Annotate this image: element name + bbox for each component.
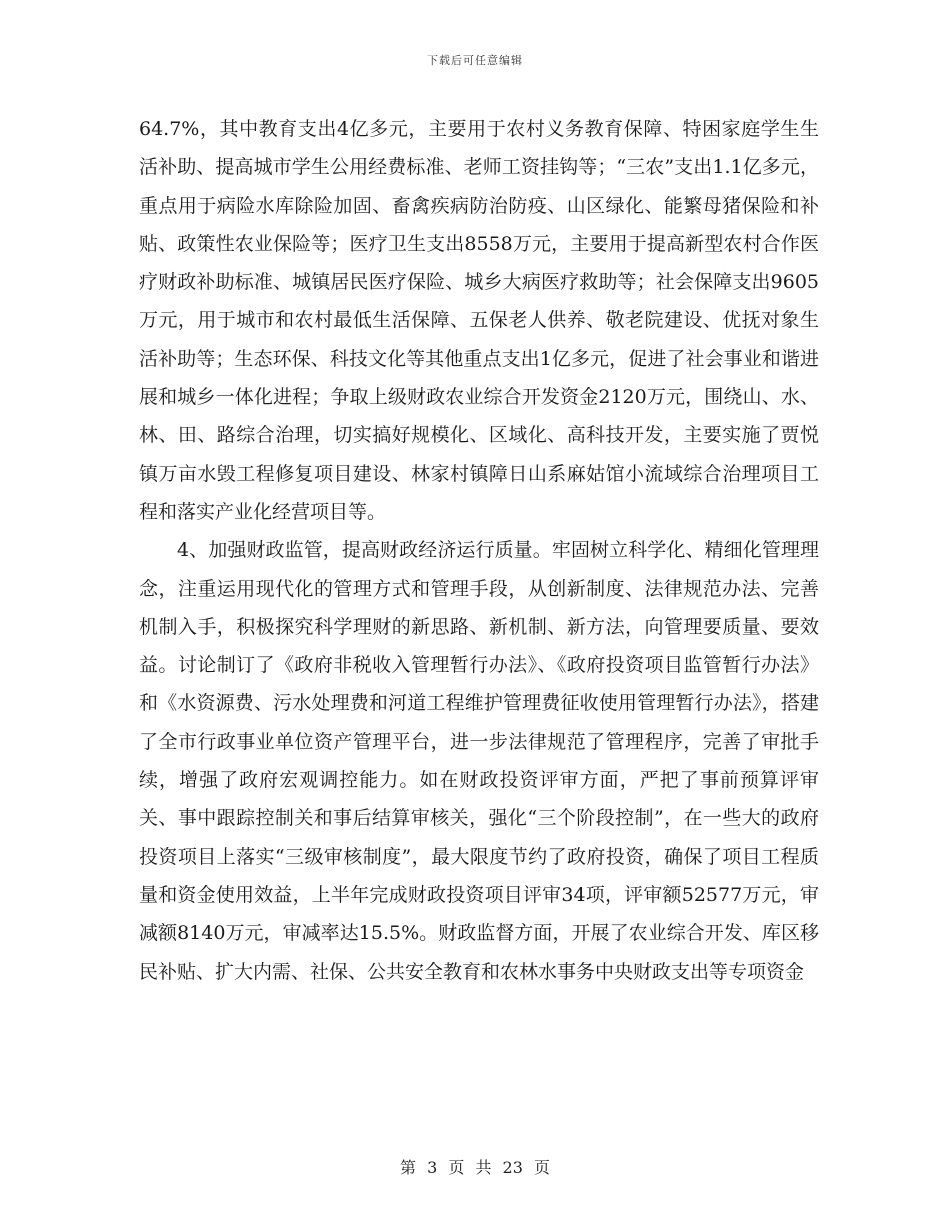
paragraph-continued: 64.7%，其中教育支出4亿多元，主要用于农村义务教育保障、特困家庭学生生活补助、提高城市学生公用经费标准、老师工资挂钩等；“三农”支出1.1亿多元，重点用于病险水库除险加固、畜禽疾病防治防疫、山区绿化、能繁母猪保险和补贴、政策性农业保险等；医疗卫生支出8558万元，主要用于提高新型农村合作医疗财政补助标准、城镇居民医疗保险、城乡大病医疗救助等；社会保障支出9605万元，用于城市和农村最低生活保障、五保老人供养、敬老院建设、优抚对象生活补助等；生态环保、科技文化等其他重点支出1亿多元，促进了社会事业和谐进展和城乡一体化进程；争取上级财政农业综合开发资金2120万元，围绕山、水、林、田、路综合治理，切实搞好规模化、区域化、高科技开发，主要实施了贾悦镇万亩水毁工程修复项目建设、林家村镇障日山系麻姑馆小流域综合治理项目工程和落实产业化经营项目等。 — [139, 118, 819, 523]
document-body — [139, 110, 819, 991]
paragraph-section-4: 4、加强财政监管，提高财政经济运行质量。牢固树立科学化、精细化管理理念，注重运用现代化的管理方式和管理手段，从创新制度、法律规范办法、完善机制入手，积极探究科学理财的新思路、新机制、新方法，向管理要质量、要效益。讨论制订了《政府非税收入管理暂行办法》、《政府投资项目监管暂行办法》和《水资源费、污水处理费和河道工程维护管理费征收使用管理暂行办法》，搭建了全市行政事业单位资产管理平台，进一步法律规范了管理程序，完善了审批手续，增强了政府宏观调控能力。如在财政投资评审方面，严把了事前预算评审关、事中跟踪控制关和事后结算审核关，强化“三个阶段控制”，在一些大的政府投资项目上落实“三级审核制度”，最大限度节约了政府投资，确保了项目工程质量和资金使用效益，上半年完成财政投资项目评审34项，评审额52577万元，审减额8140万元，审减率达15.5%。财政监督方面，开展了农业综合开发、库区移民补贴、扩大内需、社保、公共安全教育和农林水事务中央财政支出等专项资金 — [139, 539, 819, 983]
page-footer-number: 第 3 页 共 23 页 — [400, 1158, 550, 1177]
page-header-note: 下载后可任意编辑 — [427, 54, 523, 67]
